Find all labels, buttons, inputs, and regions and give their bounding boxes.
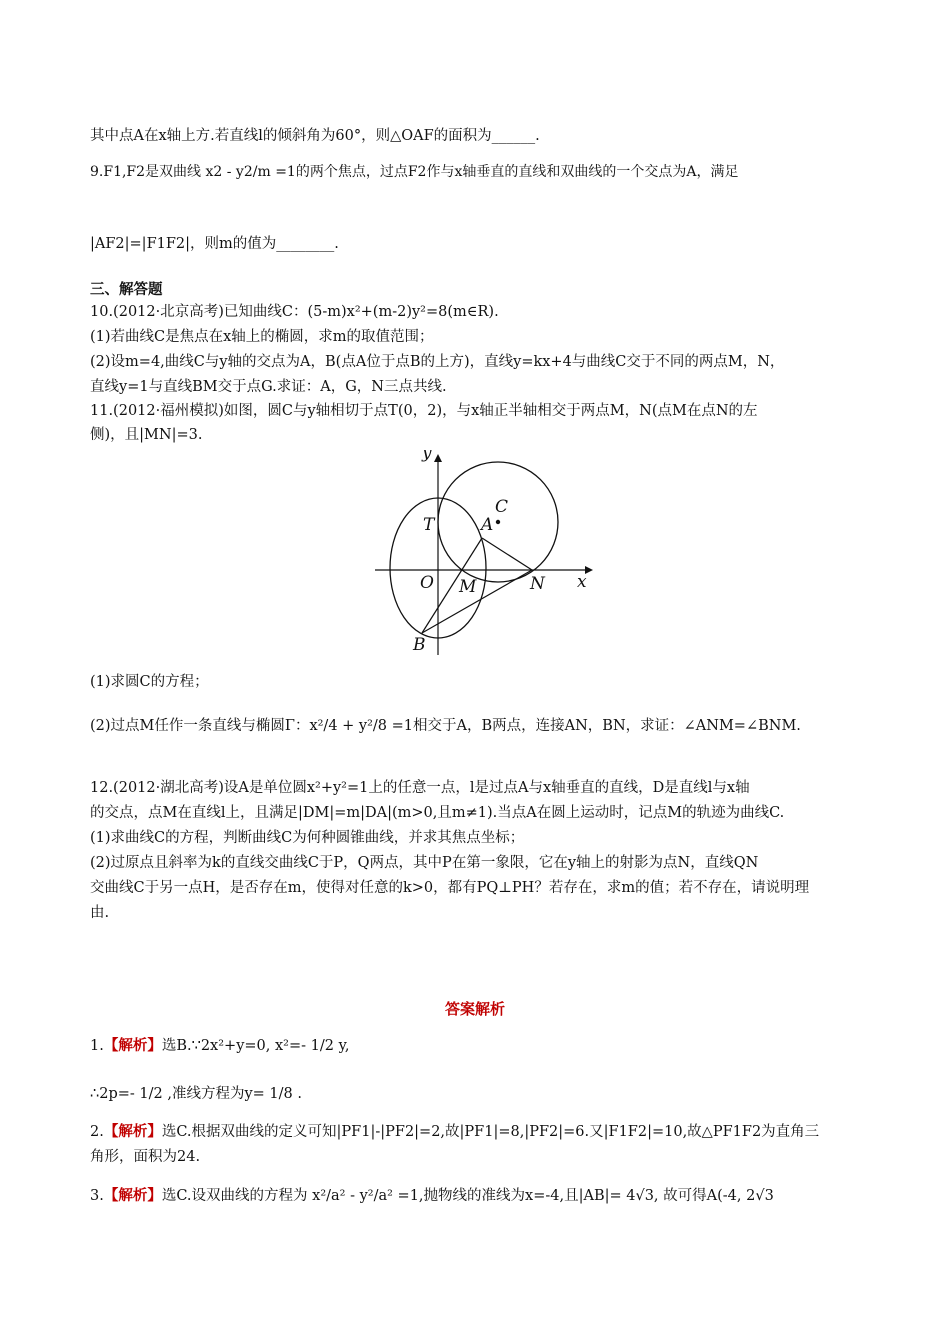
a3-line1 <box>90 1186 774 1206</box>
q11-p1: (1)求圆C的方程； <box>90 674 209 690</box>
q12-l1: 12.(2012·湖北高考)设A是单位圆x²+y²=1上的任意一点，l是过点A与x轴垂直的直线，D是直线l与x轴 <box>90 780 750 796</box>
y-axis-arrow <box>434 454 442 462</box>
q12-line1 <box>90 778 750 798</box>
q9-line1-text: 9.F1,F2是双曲线 x2 - y2/m =1的两个焦点，过点F2作与x轴垂直的直线和双曲线的一个交点为A，满足 <box>90 164 739 180</box>
q12-line3 <box>90 828 524 848</box>
a3-tag: 【解析】 <box>103 1188 162 1204</box>
section3-title-text: 三、解答题 <box>90 282 163 298</box>
label-m: M <box>459 577 477 597</box>
label-n: N <box>530 574 545 594</box>
a2-tag: 【解析】 <box>103 1124 162 1140</box>
q12-line4 <box>90 853 758 873</box>
a2-line1 <box>90 1122 819 1142</box>
q9-line2 <box>90 234 339 254</box>
q12-l3: (1)求曲线C的方程，判断曲线C为何种圆锥曲线，并求其焦点坐标； <box>90 830 525 846</box>
section-title <box>90 280 163 300</box>
q11-l1: 11.(2012·福州模拟)如图，圆C与y轴相切于点T(0，2)，与x轴正半轴相交于两点M，N(点M在点N的左 <box>90 403 758 419</box>
q12-l4: (2)过原点且斜率为k的直线交曲线C于P，Q两点，其中P在第一象限，它在y轴上的射影为点N，直线QN <box>90 855 759 871</box>
label-o: O <box>420 573 434 593</box>
a3-l1: 选C.设双曲线的方程为 x²/a² - y²/a² =1,抛物线的准线为x=-4,且|AB|= 4√3, 故可得A(-4, 2√3 <box>161 1188 774 1204</box>
a1-l2: ∴2p=- 1/2 ,准线方程为y= 1/8 . <box>90 1086 302 1102</box>
q10-l3: (2)设m=4,曲线C与y轴的交点为A，B(点A位于点B的上方)，直线y=kx+4与曲线C交于不同的两点M，N， <box>90 354 785 370</box>
q10-l4: 直线y=1与直线BM交于点G.求证：A，G，N三点共线. <box>90 379 447 395</box>
line-an <box>482 538 532 570</box>
a1-l1: 选B.∵2x²+y=0, x²=- 1/2 y, <box>161 1038 350 1054</box>
q10-line4 <box>90 377 447 397</box>
q11-line2 <box>90 425 202 445</box>
a1-line2 <box>90 1084 302 1104</box>
q10-l1: 10.(2012·北京高考)已知曲线C：(5-m)x²+(m-2)y²=8(m∈R). <box>90 304 499 320</box>
a2-l2: 角形，面积为24. <box>90 1149 201 1165</box>
q10-l2: (1)若曲线C是焦点在x轴上的椭圆，求m的取值范围； <box>90 329 434 345</box>
q12-l6: 由. <box>90 905 110 921</box>
label-c: C <box>495 497 509 517</box>
q11-line1 <box>90 401 758 421</box>
answers-title-text: 答案解析 <box>444 1000 505 1018</box>
q8-tail <box>90 126 540 146</box>
a2-num: 2. <box>90 1124 104 1140</box>
q11-part1 <box>90 672 209 692</box>
q11-p2: (2)过点M任作一条直线与椭圆Γ：x²/4 + y²/8 =1相交于A，B两点，连接AN，BN，求证：∠ANM=∠BNM. <box>90 718 801 734</box>
a1-tag: 【解析】 <box>103 1038 162 1054</box>
label-b: B <box>413 635 426 655</box>
a2-line2 <box>90 1147 200 1167</box>
answers-title <box>0 998 950 1019</box>
label-x: x <box>577 572 587 592</box>
q10-line3 <box>90 352 784 372</box>
q12-l5: 交曲线C于另一点H，是否存在m，使得对任意的k>0，都有PQ⊥PH？若存在，求m的值；若不存在，请说明理 <box>90 880 810 896</box>
q11-l2: 侧)，且|MN|=3. <box>90 427 203 443</box>
label-t: T <box>423 515 435 535</box>
q12-line2 <box>90 803 784 823</box>
label-y: y <box>422 450 432 463</box>
q9-line2-text: |AF2|=|F1F2|，则m的值为________. <box>90 236 339 252</box>
center-c-point <box>496 520 500 524</box>
q10-line2 <box>90 327 434 347</box>
a1-line1 <box>90 1036 349 1056</box>
label-a: A <box>481 515 494 535</box>
q11-part2 <box>90 716 801 736</box>
q12-l2: 的交点，点M在直线l上，且满足|DM|=m|DA|(m>0,且m≠1).当点A在圆上运动时，记点M的轨迹为曲线C. <box>90 805 785 821</box>
q12-line5 <box>90 878 809 898</box>
a1-num: 1. <box>90 1038 104 1054</box>
q9-line1 <box>90 162 738 182</box>
q10-line1 <box>90 302 499 322</box>
a2-l1: 选C.根据双曲线的定义可知|PF1|-|PF2|=2,故|PF1|=8,|PF2|=6.又|F1F2|=10,故△PF1F2为直角三 <box>161 1124 820 1140</box>
a3-num: 3. <box>90 1188 104 1204</box>
q12-line6 <box>90 903 109 923</box>
circle-ellipse-figure <box>370 450 600 660</box>
q8-tail-text: 其中点A在x轴上方.若直线l的倾斜角为60°，则△OAF的面积为______. <box>90 128 540 144</box>
